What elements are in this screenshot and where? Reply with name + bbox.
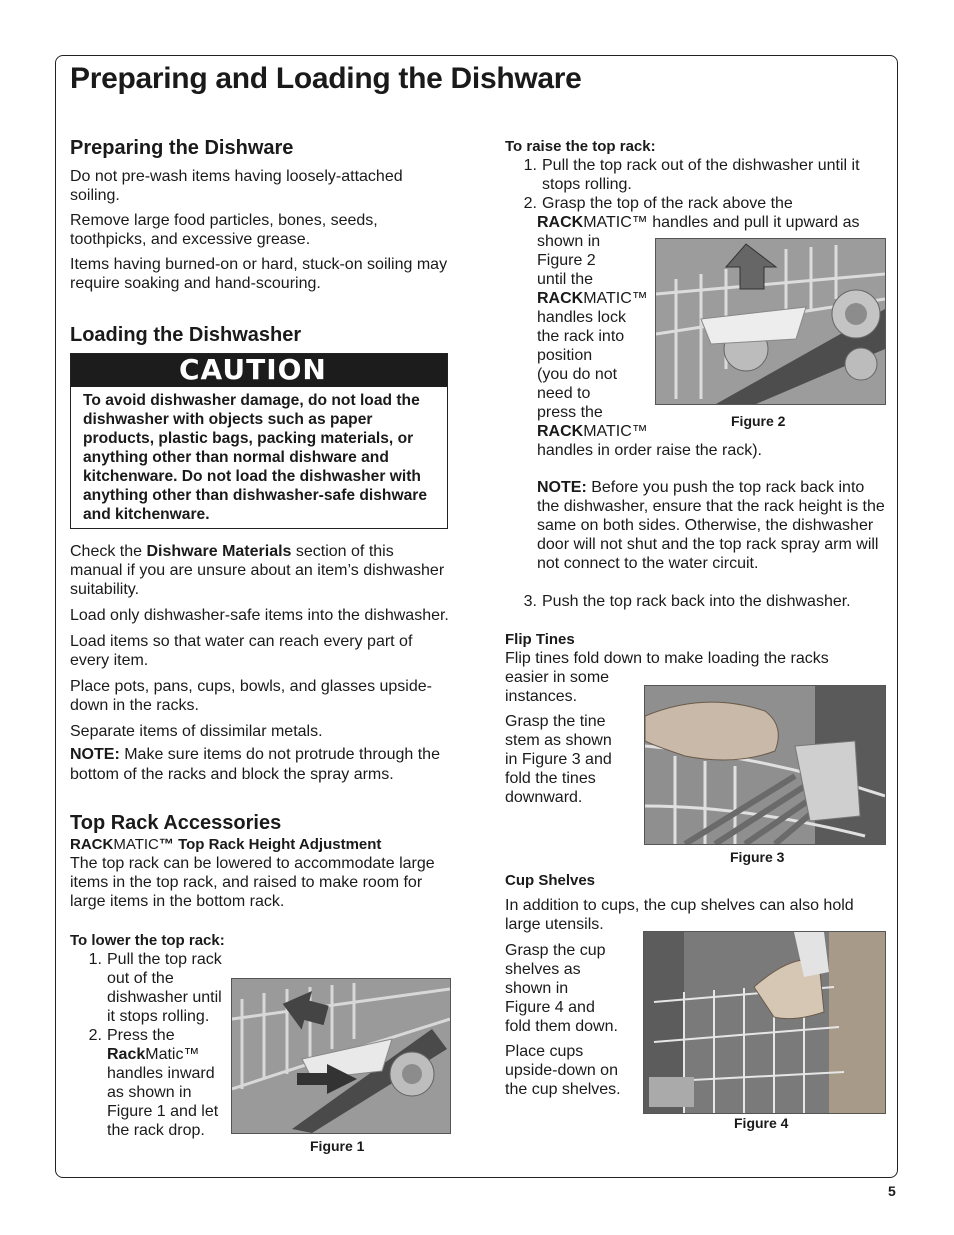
- dishware-materials-ref: Dishware Materials: [146, 543, 292, 560]
- rackmatic-subheading: RACKMATIC™ Top Rack Height Adjustment: [70, 836, 382, 853]
- list-item: 1. Pull the top rack out of the dishwasher until it stops rolling.: [88, 951, 222, 1025]
- list-item: 1. Pull the top rack out of the dishwasher until it stops rolling.: [523, 157, 860, 193]
- cup-shelves-text: In addition to cups, the cup shelves can also hold: [505, 897, 854, 914]
- list-item: 2. Grasp the top of the rack above the: [523, 195, 793, 212]
- figure-4-image: [643, 931, 886, 1114]
- accessories-heading: Top Rack Accessories: [70, 812, 282, 834]
- flip-tines-text: Flip tines fold down to make loading the racks: [505, 650, 829, 667]
- figure-2-caption: Figure 2: [731, 413, 786, 429]
- figure-3-caption: Figure 3: [730, 849, 785, 865]
- loading-paragraph: Separate items of dissimilar metals.: [70, 723, 323, 740]
- preparing-paragraph: Items having burned-on or hard, stuck-on soiling may require soaking and hand-scouring.: [70, 256, 448, 292]
- preparing-paragraph: Do not pre-wash items having loosely-attached soiling.: [70, 168, 403, 204]
- flip-tines-text: easier in some: [505, 669, 610, 686]
- figure-2-image: [655, 238, 886, 405]
- flip-tines-instructions: Grasp the tine stem as shown in Figure 3 and fold the tines downward.: [505, 713, 612, 806]
- raise-rack-heading: To raise the top rack:: [505, 138, 656, 155]
- loading-paragraph: Load only dishwasher-safe items into the dishwasher.: [70, 607, 449, 624]
- preparing-heading: Preparing the Dishware: [70, 137, 294, 159]
- loading-heading: Loading the Dishwasher: [70, 324, 302, 346]
- lower-rack-steps: [70, 950, 230, 1140]
- page-title: Preparing and Loading the Dishware: [70, 62, 582, 95]
- cup-shelves-text: large utensils.: [505, 916, 604, 933]
- figure-3-image: [644, 685, 886, 845]
- loading-paragraph: Place pots, pans, cups, bowls, and glasses upside-down in the racks.: [70, 678, 432, 714]
- list-item: 2. Press the RackMatic™ handles inward as shown in Figure 1 and let the rack drop.: [88, 1027, 219, 1139]
- figure-1-image: [231, 978, 451, 1134]
- flip-tines-text: instances.: [505, 688, 578, 705]
- figure-4-caption: Figure 4: [734, 1115, 789, 1131]
- cup-shelves-heading: Cup Shelves: [505, 872, 596, 889]
- raise-step-2-body: RACKMATIC™ handles and pull it upward as shown in Figure 2 until the RACKMATIC™ handles lock the rack into position (you do not need to press the RACKMATIC™ handles in order raise the rack). NOTE: Before you push the top rack back into the dishwasher, ensure that the rack height is the same on both sides. Otherwise, the dishwasher door will not shut and the top rack spray arm will not connect to the water circuit.: [537, 214, 885, 572]
- check-paragraph: Check the Dishware Materials section of this manual if you are unsure about an item’s dishwasher suitability.: [70, 543, 445, 598]
- loading-paragraph: Load items so that water can reach every part of every item.: [70, 633, 413, 669]
- figure-1-caption: Figure 1: [310, 1138, 365, 1154]
- lower-rack-heading: To lower the top rack:: [70, 932, 225, 949]
- flip-tines-heading: Flip Tines: [505, 631, 575, 648]
- cup-shelves-place: Place cups upside-down on the cup shelves.: [505, 1043, 621, 1098]
- preparing-paragraph: Remove large food particles, bones, seeds, toothpicks, and excessive grease.: [70, 212, 378, 248]
- loading-note: NOTE: Make sure items do not protrude through the bottom of the racks and block the spray arms.: [70, 746, 440, 783]
- page-number: 5: [888, 1183, 896, 1199]
- note-label: NOTE:: [70, 746, 120, 763]
- cup-shelves-instructions: Grasp the cup shelves as shown in Figure 4 and fold them down.: [505, 942, 618, 1035]
- accessories-intro: The top rack can be lowered to accommodate large items in the top rack, and raised to make room for large items in the bottom rack.: [70, 855, 435, 910]
- raise-note: NOTE: Before you push the top rack back into the dishwasher, ensure that the rack height is the same on both sides. Otherwise, the dishwasher door will not shut and the top rack spray arm will not connect to the water circuit.: [537, 479, 885, 572]
- caution-box: [70, 353, 448, 529]
- caution-title: CAUTION: [71, 354, 447, 387]
- caution-text: To avoid dishwasher damage, do not load the dishwasher with objects such as paper products, plastic bags, packing materials, or anything other than normal dishware and kitchenware. Do not load the dishwasher with anything other than dishwasher-safe dishware and kitchenware.: [83, 392, 427, 523]
- list-item: 3. Push the top rack back into the dishwasher.: [523, 593, 851, 610]
